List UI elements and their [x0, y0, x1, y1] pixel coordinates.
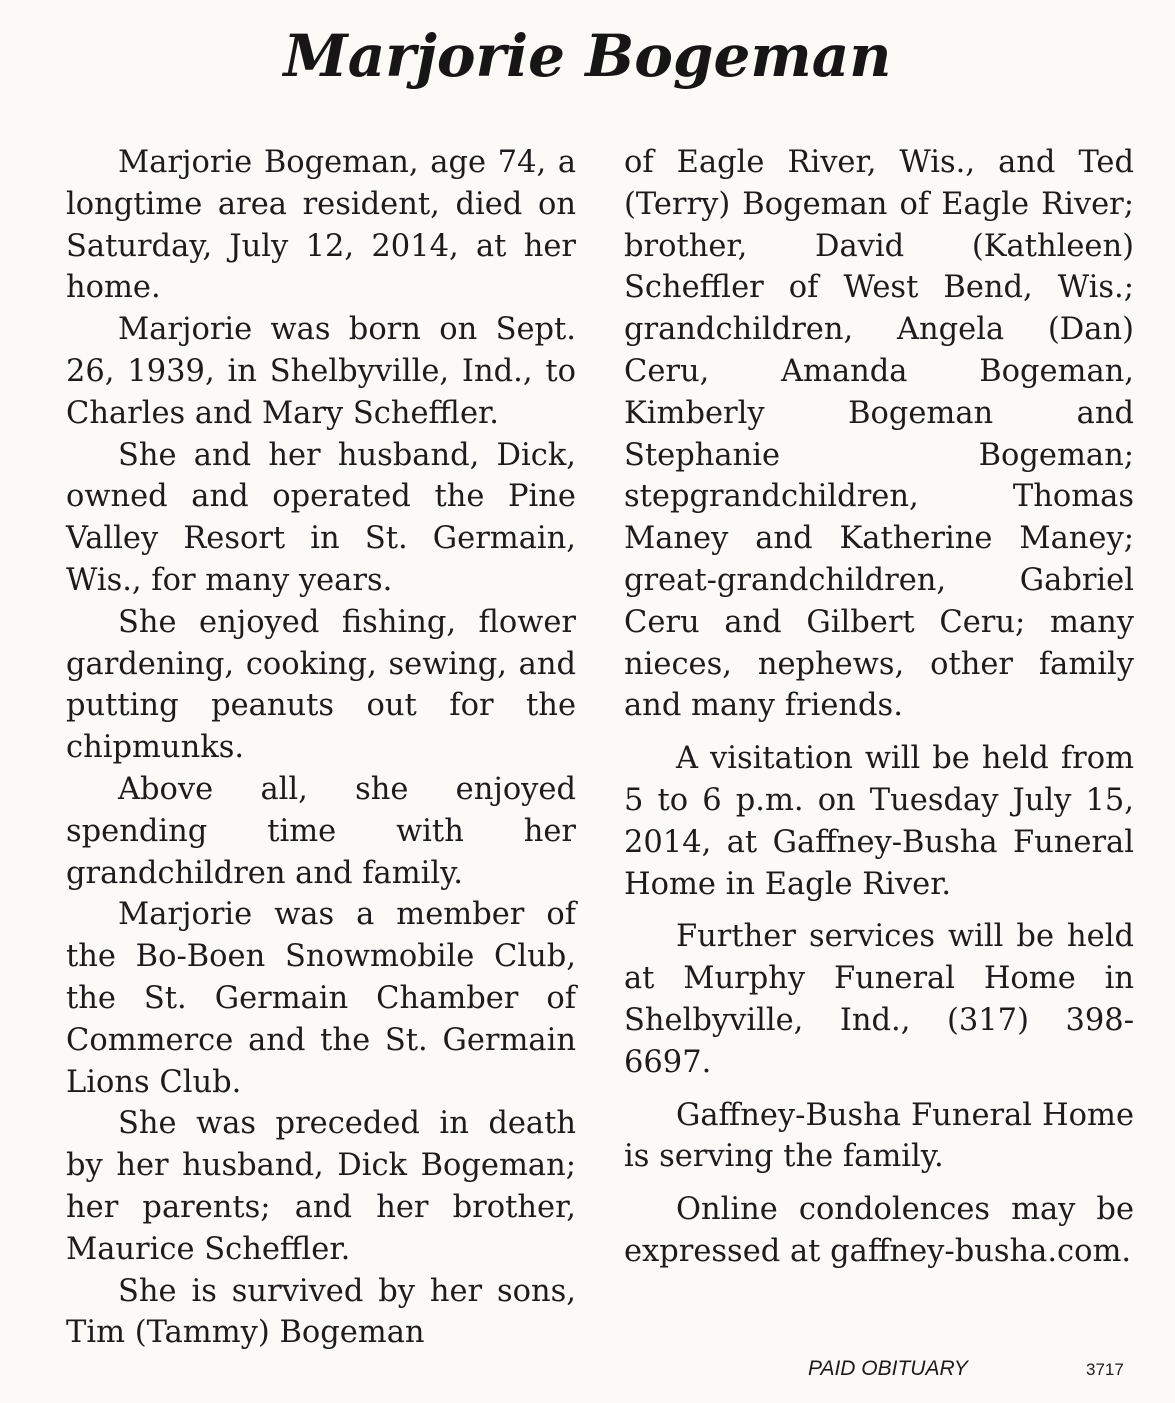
paragraph-family-time: Above all, she enjoyed spending time with her grandchildren and family. — [66, 771, 576, 891]
paragraph-resort: She and her husband, Dick, owned and operated the Pine Valley Resort in St. Germain, Wis., for many years. — [66, 437, 576, 598]
paragraph-preceded: She was preceded in death by her husband, Dick Bogeman; her parents; and her brother, Maurice Scheffler. — [66, 1106, 576, 1267]
obituary-title: Marjorie Bogeman — [283, 22, 892, 90]
paragraph-survived: She is survived by her sons, Tim (Tammy) Bogeman — [66, 1273, 576, 1351]
left-column — [66, 142, 576, 1354]
paragraph-funeral-home: Gaffney-Busha Funeral Home is serving the family. — [624, 1097, 1134, 1175]
paragraph-memberships: Marjorie was a member of the Bo-Boen Snowmobile Club, the St. Germain Chamber of Commerce and the St. Germain Lions Club. — [66, 897, 576, 1100]
paid-obituary-label: PAID OBITUARY — [808, 1357, 968, 1380]
paragraph-services: Further services will be held at Murphy Funeral Home in Shelbyville, Ind., (317) 398-6697. — [624, 919, 1134, 1080]
paragraph-survivors-continued: of Eagle River, Wis., and Ted (Terry) Bogeman of Eagle River; brother, David (Kathleen) Scheffler of West Bend, Wis.; grandchildren, Angela (Dan) Ceru, Amanda Bogeman, Kimberly Bogeman and Stephanie Bogeman; stepgrandchildren, Thomas Maney and Katherine Maney; great-grandchildren, Gabriel Ceru and Gilbert Ceru; many nieces, nephews, other family and many friends. — [624, 145, 1134, 724]
ad-number: 3717 — [1086, 1360, 1124, 1379]
paragraph-condolences: Online condolences may be expressed at gaffney-busha.com. — [624, 1192, 1134, 1269]
paragraph-death-notice: Marjorie Bogeman, age 74, a longtime area resident, died on Saturday, July 12, 2014, at her home. — [66, 145, 576, 306]
right-column — [624, 142, 1134, 1273]
paragraph-visitation: A visitation will be held from 5 to 6 p.m. on Tuesday July 15, 2014, at Gaffney-Busha Funeral Home in Eagle River. — [624, 741, 1134, 902]
paragraph-hobbies: She enjoyed fishing, flower gardening, cooking, sewing, and putting peanuts out for the chipmunks. — [66, 604, 576, 766]
paragraph-birth: Marjorie was born on Sept. 26, 1939, in Shelbyville, Ind., to Charles and Mary Scheffler. — [66, 312, 576, 431]
